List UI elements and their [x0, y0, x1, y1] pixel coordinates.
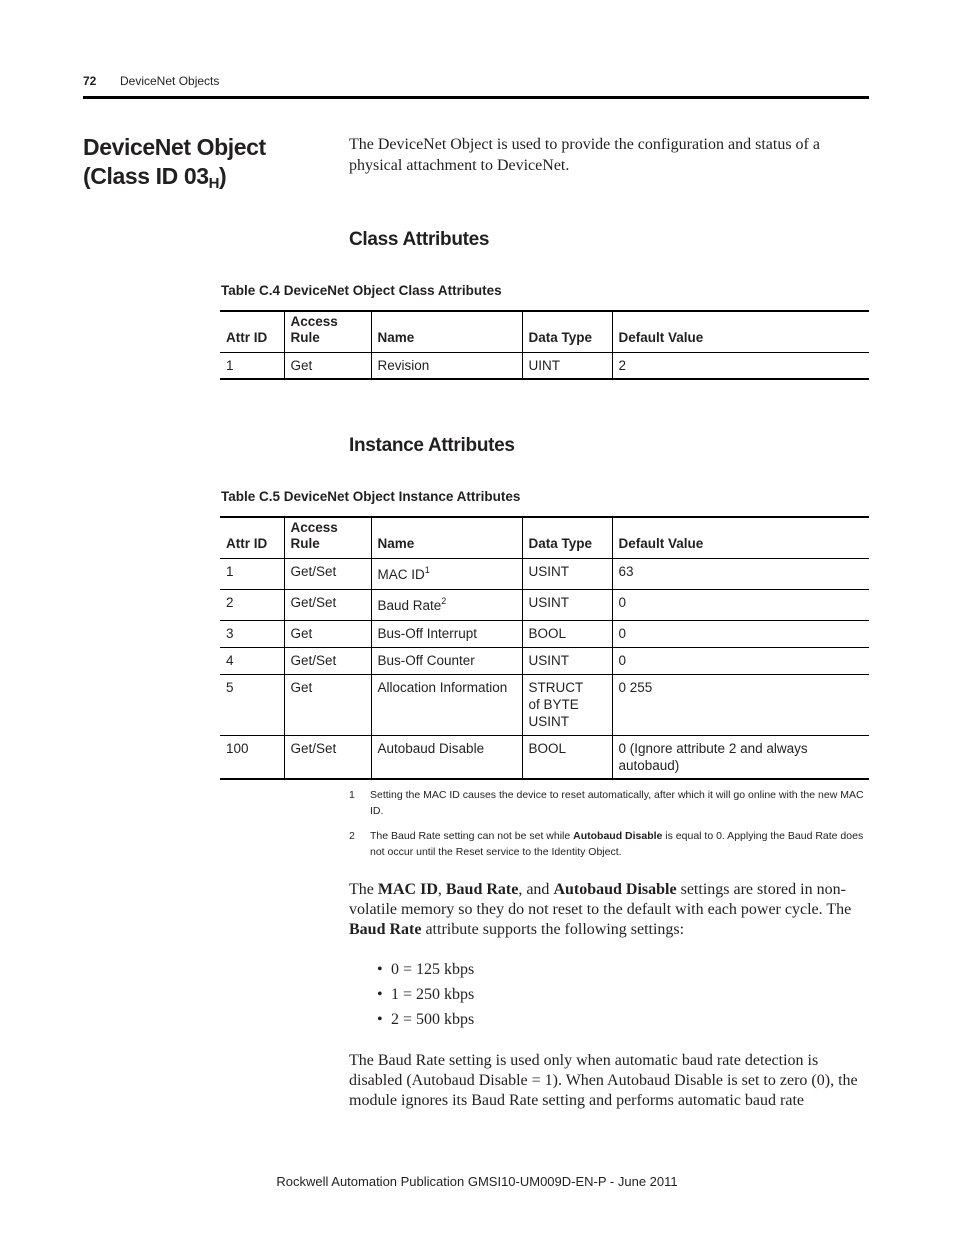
col-name: Name — [371, 517, 522, 559]
cell-attr-id: 5 — [226, 680, 234, 695]
footnote-2 — [349, 828, 869, 860]
table-row — [220, 590, 869, 621]
col-access-rule — [284, 311, 371, 353]
list-item — [377, 961, 474, 979]
footnote-ref: 2 — [441, 596, 447, 606]
class-attributes-heading: Class Attributes — [349, 229, 490, 250]
title-subscript: H — [208, 175, 220, 192]
text-run: , and — [518, 881, 554, 898]
cell-name: Bus-Off Interrupt — [371, 621, 522, 648]
instance-table-caption: Table C.5 DeviceNet Object Instance Attributes — [221, 489, 521, 504]
cell-access-rule: Get — [284, 353, 371, 380]
footnote-1 — [349, 787, 869, 819]
bullet-icon: • — [377, 986, 383, 1003]
footnote-number: 1 — [349, 789, 355, 801]
cell-attr-id: 3 — [226, 626, 234, 641]
page-title — [83, 133, 266, 198]
footnote-text-part: is equal to 0. Applying the Baud Rate does not occur until the Reset service to the Identity Object. — [370, 830, 864, 858]
bullet-icon: • — [377, 1011, 383, 1028]
cell-default-value: 0 255 — [612, 675, 869, 736]
col-data-type: Data Type — [522, 311, 612, 353]
cell-attr-id: 4 — [226, 653, 234, 668]
col-access-rule-label: Access Rule — [290, 520, 338, 551]
cell-access-rule: Get — [284, 675, 371, 736]
footnote-ref: 1 — [424, 565, 430, 575]
title-line-2-close: ) — [219, 163, 227, 189]
footnote-number: 2 — [349, 830, 355, 842]
cell-attr-id: 1 — [226, 358, 234, 373]
running-section-title: DeviceNet Objects — [120, 74, 220, 88]
col-attr-id: Attr ID — [226, 330, 268, 345]
footnote-text-part: The Baud Rate setting can not be set while — [370, 830, 574, 842]
list-item-text: 0 = 125 kbps — [391, 961, 475, 978]
intro-paragraph: The DeviceNet Object is used to provide the configuration and status of a physical attachment to DeviceNet. — [349, 136, 820, 174]
title-line-2-text: (Class ID 03 — [83, 163, 209, 189]
cell-data-type — [522, 675, 612, 736]
page-number: 72 — [83, 74, 97, 88]
list-item-text: 1 = 250 kbps — [391, 986, 475, 1003]
cell-data-type: USINT — [522, 559, 612, 590]
cell-default-value: 0 (Ignore attribute 2 and always autobaud) — [612, 736, 869, 780]
cell-data-type: BOOL — [522, 736, 612, 780]
settings-paragraph — [349, 880, 869, 940]
cell-default-value: 0 — [612, 590, 869, 621]
col-data-type: Data Type — [522, 517, 612, 559]
bold-term: MAC ID — [377, 881, 438, 898]
cell-default-value: 63 — [612, 559, 869, 590]
title-line-1: DeviceNet Object — [83, 134, 266, 160]
col-attr-id: Attr ID — [226, 536, 268, 551]
bullet-icon: • — [377, 961, 383, 978]
cell-attr-id: 1 — [226, 564, 234, 579]
class-table-caption: Table C.4 DeviceNet Object Class Attributes — [221, 283, 502, 298]
cell-data-type-text: STRUCT of BYTE USINT — [528, 680, 584, 729]
cell-name-text: Baud Rate — [377, 598, 442, 613]
cell-name — [371, 590, 522, 621]
cell-name: Autobaud Disable — [371, 736, 522, 780]
text-run: , — [437, 881, 446, 898]
table-row — [220, 648, 869, 675]
bold-term: Baud Rate — [445, 881, 519, 898]
text-run: The — [349, 881, 378, 898]
bold-term: Autobaud Disable — [553, 881, 677, 898]
text-run: attribute supports the following settings: — [421, 921, 685, 938]
cell-access-rule: Get — [284, 621, 371, 648]
list-item-text: 2 = 500 kbps — [391, 1011, 475, 1028]
bold-term: Baud Rate — [349, 921, 422, 938]
cell-default-value: 0 — [612, 621, 869, 648]
table-row — [220, 736, 869, 780]
list-item — [377, 986, 474, 1004]
cell-name-text: MAC ID — [377, 567, 425, 582]
cell-access-rule: Get/Set — [284, 648, 371, 675]
footnote-bold-term: Autobaud Disable — [573, 830, 663, 842]
text-run: settings are stored in non-volatile memory so they do not reset to the default with each power cycle. The — [349, 881, 852, 918]
instance-attributes-table — [220, 516, 869, 780]
instance-attributes-heading: Instance Attributes — [349, 435, 515, 456]
cell-data-type: UINT — [522, 353, 612, 380]
col-default-value: Default Value — [612, 311, 869, 353]
table-row — [220, 559, 869, 590]
cell-access-rule: Get/Set — [284, 559, 371, 590]
cell-name: Revision — [371, 353, 522, 380]
table-header-row — [220, 517, 869, 559]
footnote-text — [370, 828, 869, 860]
cell-data-type: USINT — [522, 648, 612, 675]
cell-attr-id: 100 — [226, 741, 249, 756]
table-header-row — [220, 311, 869, 353]
cell-name — [371, 559, 522, 590]
col-access-rule — [284, 517, 371, 559]
cell-data-type: BOOL — [522, 621, 612, 648]
cell-name: Allocation Information — [371, 675, 522, 736]
header-rule — [83, 96, 869, 99]
cell-access-rule: Get/Set — [284, 736, 371, 780]
cell-default-value: 0 — [612, 648, 869, 675]
cell-data-type: USINT — [522, 590, 612, 621]
table-row — [220, 353, 869, 380]
class-attributes-table — [220, 310, 869, 380]
cell-access-rule: Get/Set — [284, 590, 371, 621]
list-item — [377, 1011, 474, 1029]
title-line-2 — [83, 162, 266, 198]
col-name: Name — [371, 311, 522, 353]
col-default-value: Default Value — [612, 517, 869, 559]
footnote-text: Setting the MAC ID causes the device to reset automatically, after which it will go online with the new MAC ID. — [370, 789, 864, 817]
baud-rate-paragraph: The Baud Rate setting is used only when automatic baud rate detection is disabled (Autobaud Disable = 1). When Autobaud Disable is set to zero (0), the module ignores its Baud Rate setting and performs automatic baud rate — [349, 1052, 858, 1109]
cell-attr-id: 2 — [226, 595, 234, 610]
col-access-rule-label: Access Rule — [290, 314, 338, 345]
cell-name: Bus-Off Counter — [371, 648, 522, 675]
table-row — [220, 621, 869, 648]
cell-default-value: 2 — [612, 353, 869, 380]
page-footer: Rockwell Automation Publication GMSI10-UM009D-EN-P - June 2011 — [276, 1174, 678, 1189]
table-row — [220, 675, 869, 736]
